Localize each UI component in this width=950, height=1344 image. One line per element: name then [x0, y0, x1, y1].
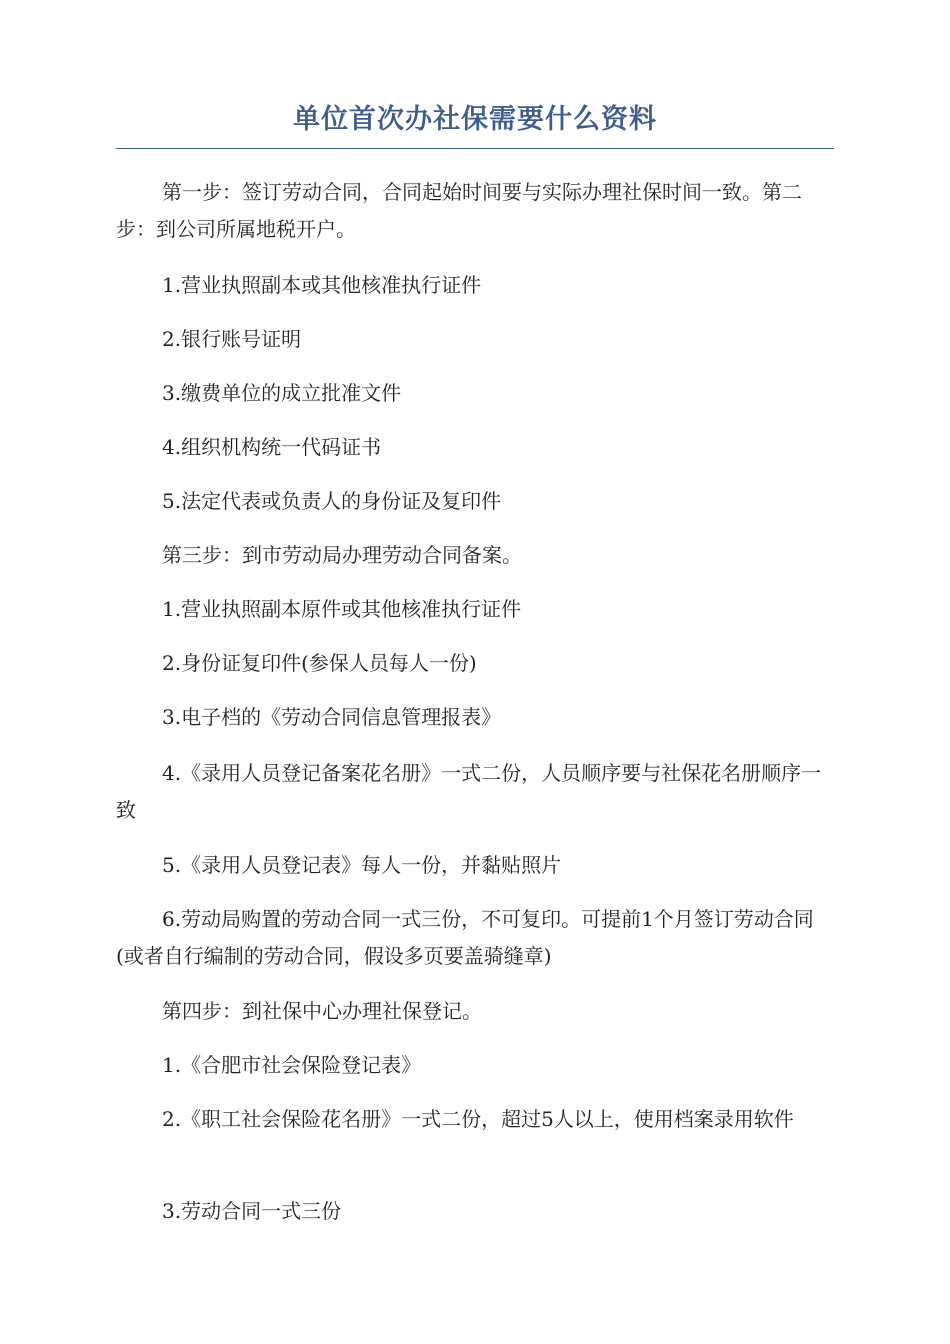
paragraph-item: 5.《录用人员登记表》每人一份，并黏贴照片 — [162, 853, 562, 877]
document-body — [116, 0, 834, 1344]
paragraph-item: 6.劳动局购置的劳动合同一式三份，不可复印。可提前1个月签订劳动合同(或者自行编制的劳动合同，假设多页要盖骑缝章) — [116, 907, 814, 968]
paragraph-item: 1.《合肥市社会保险登记表》 — [162, 1053, 422, 1077]
paragraph-item: 4.《录用人员登记备案花名册》一式二份，人员顺序要与社保花名册顺序一致 — [116, 761, 822, 822]
paragraph-item: 2.《职工社会保险花名册》一式二份，超过5人以上，使用档案录用软件 — [162, 1107, 794, 1131]
paragraph-item: 2.身份证复印件(参保人员每人一份) — [162, 651, 477, 675]
paragraph-step-4: 第四步：到社保中心办理社保登记。 — [162, 999, 482, 1023]
paragraph-item: 2.银行账号证明 — [162, 327, 302, 351]
paragraph-item: 1.营业执照副本或其他核准执行证件 — [162, 273, 482, 297]
paragraph-item: 4.组织机构统一代码证书 — [162, 435, 382, 459]
paragraph-item: 3.电子档的《劳动合同信息管理报表》 — [162, 705, 502, 729]
paragraph-item: 5.法定代表或负责人的身份证及复印件 — [162, 489, 502, 513]
document-title: 单位首次办社保需要什么资料 — [116, 100, 834, 149]
paragraph-item: 3.缴费单位的成立批准文件 — [162, 381, 402, 405]
paragraph-step-3: 第三步：到市劳动局办理劳动合同备案。 — [162, 543, 522, 567]
paragraph-item: 3.劳动合同一式三份 — [162, 1199, 342, 1223]
paragraph-step-1: 第一步：签订劳动合同，合同起始时间要与实际办理社保时间一致。第二步：到公司所属地税开户。 — [116, 180, 802, 241]
paragraph-item: 1.营业执照副本原件或其他核准执行证件 — [162, 597, 522, 621]
